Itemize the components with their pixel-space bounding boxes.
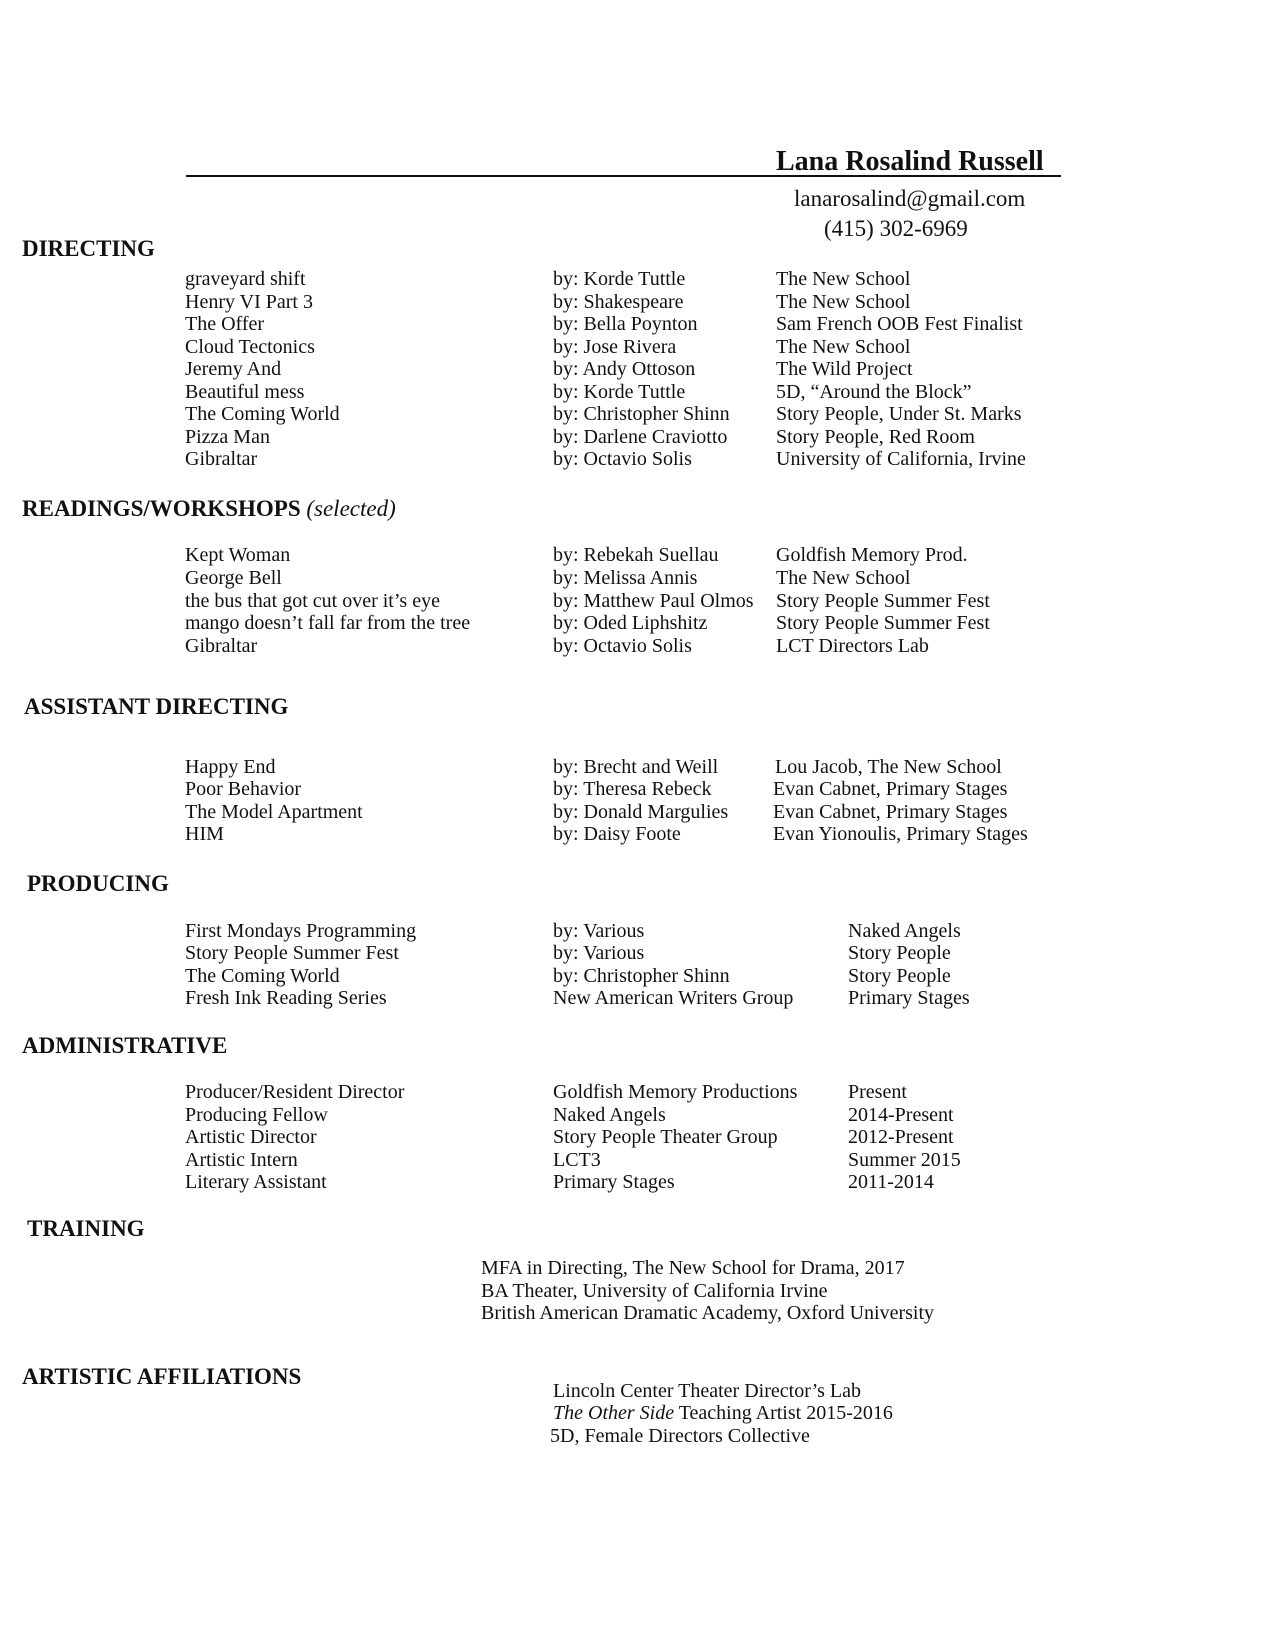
training-item: BA Theater, University of California Irvine: [481, 1280, 828, 1302]
resume-name: Lana Rosalind Russell: [776, 146, 1044, 177]
training-item: MFA in Directing, The New School for Drama, 2017: [481, 1257, 905, 1279]
entry-title: The Offer: [185, 313, 265, 335]
entry-organization: Naked Angels: [553, 1104, 666, 1126]
entry-venue: The New School: [776, 336, 911, 358]
list-item: [0, 942, 1275, 965]
phone: (415) 302-6969: [824, 216, 968, 241]
entry-role: Producer/Resident Director: [185, 1081, 405, 1103]
entry-organization: Primary Stages: [553, 1171, 675, 1193]
entry-author: by: Christopher Shinn: [553, 403, 730, 425]
entry-title: Gibraltar: [185, 448, 258, 470]
list-item: [0, 426, 1275, 449]
entry-author: by: Various: [553, 942, 645, 964]
entry-title: Story People Summer Fest: [185, 942, 399, 964]
list-item: [0, 1126, 1275, 1149]
entry-author: by: Bella Poynton: [553, 313, 698, 335]
entry-author: by: Korde Tuttle: [553, 268, 686, 290]
entry-venue: Story People, Red Room: [776, 426, 975, 448]
section-heading-directing: DIRECTING: [22, 236, 155, 261]
entry-author: by: Daisy Foote: [553, 823, 681, 845]
entry-title: Cloud Tectonics: [185, 336, 315, 358]
affiliation-program-name: The Other Side: [553, 1402, 675, 1424]
entry-title: Happy End: [185, 756, 276, 778]
entry-title: HIM: [185, 823, 224, 845]
entry-venue: Story People: [848, 965, 951, 987]
entry-author: by: Jose Rivera: [553, 336, 677, 358]
entry-venue: Story People, Under St. Marks: [776, 403, 1022, 425]
entry-venue: Goldfish Memory Prod.: [776, 544, 968, 566]
entry-author: by: Korde Tuttle: [553, 381, 686, 403]
entry-author: by: Octavio Solis: [553, 635, 692, 657]
entry-role: Literary Assistant: [185, 1171, 327, 1193]
list-item: [0, 801, 1275, 824]
entry-author: by: Brecht and Weill: [553, 756, 719, 778]
entry-title: Poor Behavior: [185, 778, 302, 800]
entry-venue: Lou Jacob, The New School: [775, 756, 1002, 778]
entry-title: Gibraltar: [185, 635, 258, 657]
entry-venue: Evan Cabnet, Primary Stages: [773, 801, 1008, 823]
entry-venue: LCT Directors Lab: [776, 635, 929, 657]
section-heading-producing: PRODUCING: [27, 871, 169, 896]
list-item: [0, 403, 1275, 426]
list-item: [0, 756, 1275, 779]
section-heading-training: TRAINING: [27, 1216, 145, 1241]
entry-organization: Story People Theater Group: [553, 1126, 778, 1148]
list-item: [0, 987, 1275, 1010]
entry-author: by: Oded Liphshitz: [553, 612, 708, 634]
list-item: [0, 291, 1275, 314]
entry-venue: The New School: [776, 268, 911, 290]
entry-author: by: Rebekah Suellau: [553, 544, 719, 566]
entry-title: the bus that got cut over it’s eye: [185, 590, 440, 612]
entry-dates: Present: [848, 1081, 907, 1103]
entry-role: Producing Fellow: [185, 1104, 328, 1126]
section-heading-readings-label: READINGS/WORKSHOPS: [22, 496, 301, 521]
entry-venue: Sam French OOB Fest Finalist: [776, 313, 1023, 335]
list-item: [0, 544, 1275, 567]
entry-author: by: Shakespeare: [553, 291, 684, 313]
entry-role: Artistic Director: [185, 1126, 317, 1148]
list-item: [0, 590, 1275, 613]
entry-title: Pizza Man: [185, 426, 270, 448]
entry-venue: The New School: [776, 291, 911, 313]
list-item: [0, 358, 1275, 381]
list-item: [0, 778, 1275, 801]
entry-dates: 2014-Present: [848, 1104, 954, 1126]
entry-venue: 5D, “Around the Block”: [776, 381, 972, 403]
entry-author: by: Various: [553, 920, 645, 942]
affiliation-role: Teaching Artist 2015-2016: [674, 1402, 893, 1424]
entry-venue: Primary Stages: [848, 987, 970, 1009]
list-item: [0, 635, 1275, 658]
entry-dates: 2011-2014: [848, 1171, 934, 1193]
entry-venue: The Wild Project: [776, 358, 913, 380]
entry-venue: Story People: [848, 942, 951, 964]
list-item: [0, 313, 1275, 336]
entry-venue: Naked Angels: [848, 920, 961, 942]
list-item: [0, 381, 1275, 404]
entry-title: mango doesn’t fall far from the tree: [185, 612, 471, 634]
list-item: [0, 268, 1275, 291]
entry-author: by: Melissa Annis: [553, 567, 698, 589]
entry-venue: Story People Summer Fest: [776, 590, 990, 612]
entry-venue: The New School: [776, 567, 911, 589]
section-heading-readings-subtitle: (selected): [306, 496, 396, 521]
entry-venue: Evan Yionoulis, Primary Stages: [773, 823, 1028, 845]
entry-author: by: Donald Margulies: [553, 801, 729, 823]
entry-dates: 2012-Present: [848, 1126, 954, 1148]
entry-dates: Summer 2015: [848, 1149, 961, 1171]
entry-venue: University of California, Irvine: [776, 448, 1026, 470]
list-item: [0, 567, 1275, 590]
entry-title: Henry VI Part 3: [185, 291, 313, 313]
entry-role: Artistic Intern: [185, 1149, 298, 1171]
entry-title: The Coming World: [185, 403, 340, 425]
entry-title: graveyard shift: [185, 268, 306, 290]
entry-title: Kept Woman: [185, 544, 291, 566]
list-item: [0, 920, 1275, 943]
email: lanarosalind@gmail.com: [794, 186, 1026, 211]
list-item: [0, 823, 1275, 846]
entry-venue: Evan Cabnet, Primary Stages: [773, 778, 1008, 800]
entry-title: The Coming World: [185, 965, 340, 987]
list-item: [0, 336, 1275, 359]
list-item: [0, 1171, 1275, 1194]
entry-organization: Goldfish Memory Productions: [553, 1081, 798, 1103]
entry-title: Beautiful mess: [185, 381, 305, 403]
list-item: [0, 448, 1275, 471]
affiliation-item: Lincoln Center Theater Director’s Lab: [553, 1380, 862, 1402]
entry-author: by: Christopher Shinn: [553, 965, 730, 987]
list-item: [0, 965, 1275, 988]
list-item: [0, 1104, 1275, 1127]
entry-author: by: Theresa Rebeck: [553, 778, 712, 800]
entry-title: First Mondays Programming: [185, 920, 417, 942]
entry-title: Fresh Ink Reading Series: [185, 987, 387, 1009]
section-heading-affiliations: ARTISTIC AFFILIATIONS: [22, 1364, 302, 1389]
entry-author: New American Writers Group: [553, 987, 794, 1009]
section-heading-readings: [22, 496, 396, 522]
entry-author: by: Darlene Craviotto: [553, 426, 728, 448]
list-item: [0, 1149, 1275, 1172]
section-heading-assistant-directing: ASSISTANT DIRECTING: [24, 694, 289, 719]
training-item: British American Dramatic Academy, Oxford University: [481, 1302, 935, 1324]
entry-author: by: Andy Ottoson: [553, 358, 696, 380]
entry-venue: Story People Summer Fest: [776, 612, 990, 634]
entry-title: The Model Apartment: [185, 801, 363, 823]
section-heading-administrative: ADMINISTRATIVE: [22, 1033, 228, 1058]
entry-organization: LCT3: [553, 1149, 601, 1171]
entry-title: George Bell: [185, 567, 282, 589]
list-item: [0, 612, 1275, 635]
affiliation-item: [553, 1402, 893, 1425]
entry-author: by: Octavio Solis: [553, 448, 692, 470]
list-item: [0, 1081, 1275, 1104]
entry-title: Jeremy And: [185, 358, 282, 380]
entry-author: by: Matthew Paul Olmos: [553, 590, 754, 612]
affiliation-item: 5D, Female Directors Collective: [550, 1425, 810, 1447]
